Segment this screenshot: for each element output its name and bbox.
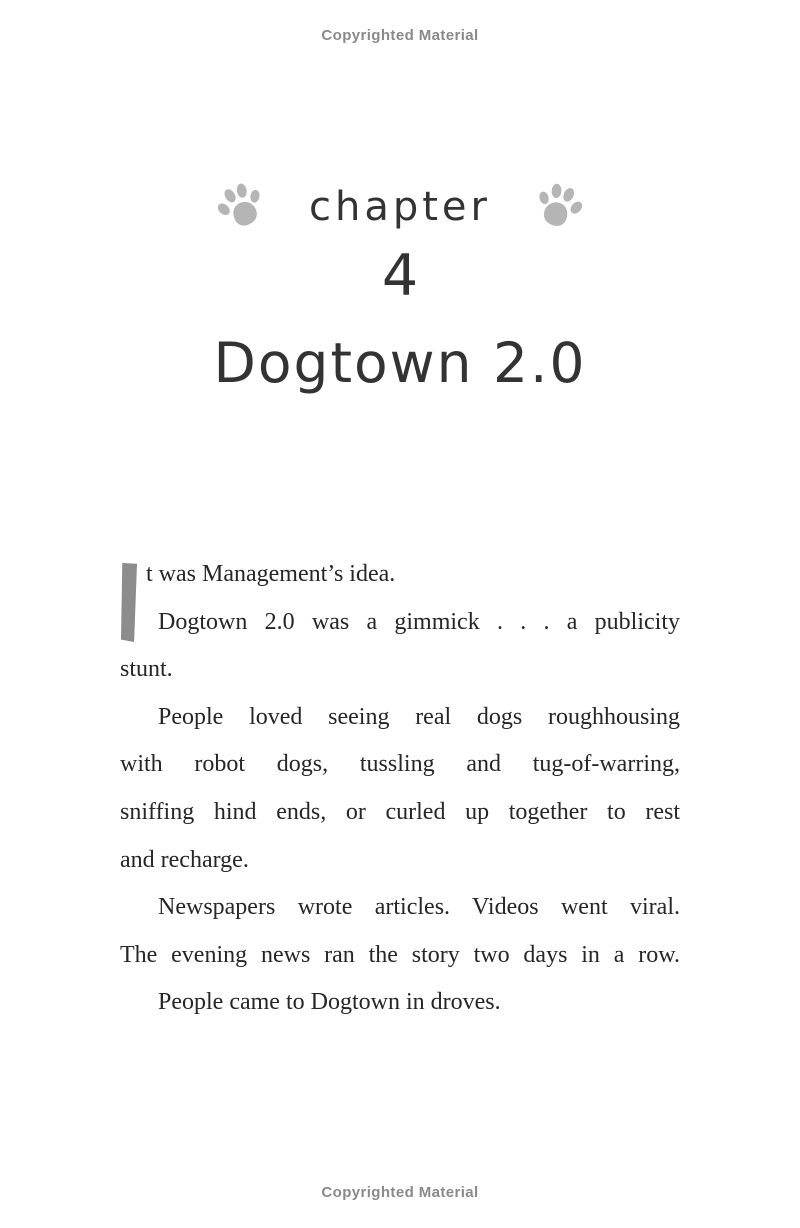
drop-cap: [121, 563, 137, 642]
body-text: [120, 551, 680, 1027]
chapter-title: Dogtown 2.0: [213, 331, 587, 395]
body-line: t was Management’s idea.: [146, 561, 396, 587]
body-line: People loved seeing real dogs roughhousing: [158, 703, 680, 730]
copyright-banner-bottom: Copyrighted Material: [321, 1184, 479, 1201]
body-line: Dogtown 2.0 was a gimmick . . . a publicity: [158, 608, 680, 635]
body-line: Newspapers wrote articles. Videos went viral.: [158, 894, 680, 921]
body-line: The evening news ran the story two days in a row.: [120, 941, 680, 968]
body-line: stunt.: [120, 656, 173, 683]
body-line: and recharge.: [120, 846, 249, 873]
body-line: with robot dogs, tussling and tug-of-warring,: [120, 751, 680, 778]
body-line: sniffing hind ends, or curled up together to rest: [120, 798, 680, 825]
chapter-number: 4: [381, 243, 419, 309]
copyright-banner-top: Copyrighted Material: [321, 27, 479, 44]
paw-print-icon: [206, 174, 275, 240]
chapter-heading-row: [0, 183, 800, 231]
paw-print-icon: [527, 176, 593, 238]
body-line: People came to Dogtown in droves.: [158, 989, 501, 1016]
chapter-label: chapter: [309, 184, 491, 230]
